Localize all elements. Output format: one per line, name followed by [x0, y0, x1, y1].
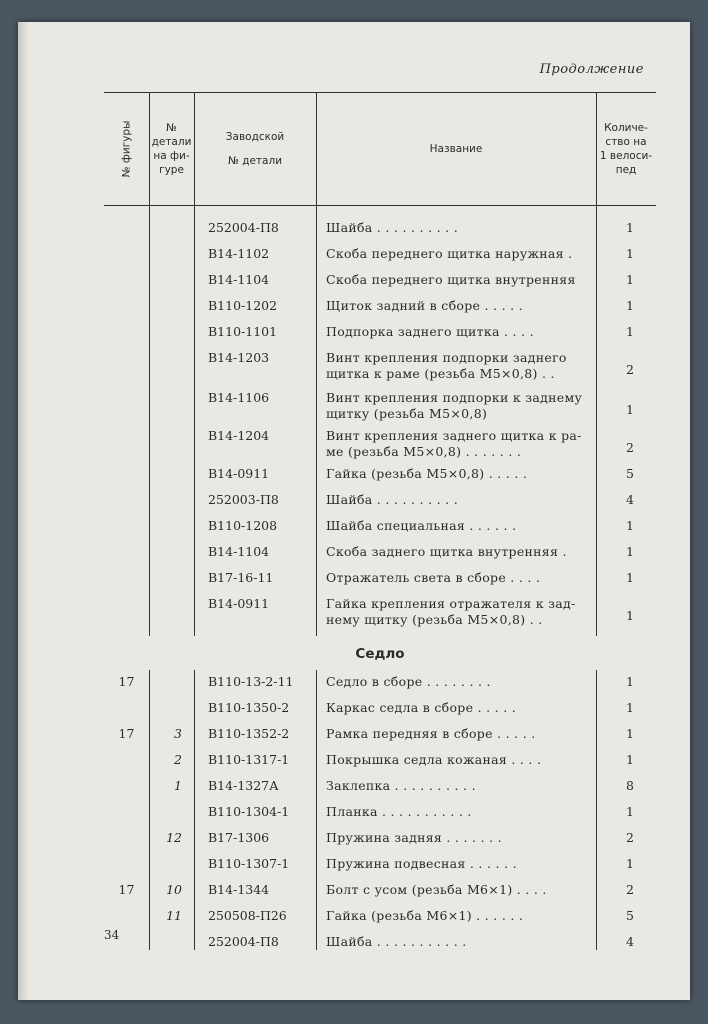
- factory-number: В110-1101: [208, 324, 278, 339]
- factory-number: В14-1104: [208, 272, 270, 287]
- factory-number: В14-1204: [208, 428, 270, 443]
- part-name-line: Каркас седла в сборе . . . . .: [326, 700, 517, 715]
- quantity: 2: [626, 882, 634, 897]
- part-name: [326, 908, 588, 924]
- factory-number: В14-1102: [208, 246, 270, 261]
- part-name-line: ме (резьба М5×0,8) . . . . . . .: [326, 444, 522, 459]
- factory-number: В14-1104: [208, 544, 270, 559]
- part-name-line: Гайка (резьба М6×1) . . . . . .: [326, 908, 524, 923]
- quantity: 1: [626, 608, 634, 623]
- figure-number: 17: [118, 674, 135, 689]
- table-header: [104, 92, 656, 206]
- part-name-line: Винт крепления подпорки к заднему: [326, 390, 583, 405]
- quantity: 1: [626, 726, 634, 741]
- part-name: [326, 246, 588, 262]
- part-name: [326, 544, 588, 560]
- part-name-line: Гайка (резьба М5×0,8) . . . . .: [326, 466, 528, 481]
- part-name-line: Отражатель света в сборе . . . .: [326, 570, 541, 585]
- part-name: [326, 272, 588, 288]
- part-name-line: щитку (резьба М5×0,8): [326, 406, 488, 421]
- part-name: [326, 492, 588, 508]
- part-name-line: Подпорка заднего щитка . . . .: [326, 324, 534, 339]
- figure-number: 17: [118, 882, 135, 897]
- header-figure: № фигуры: [120, 120, 133, 178]
- quantity: 1: [626, 324, 634, 339]
- factory-number: В110-1317-1: [208, 752, 290, 767]
- header-name: Название: [429, 143, 483, 155]
- quantity: 1: [626, 570, 634, 585]
- page: [18, 22, 690, 1000]
- part-name-line: Рамка передняя в сборе . . . . .: [326, 726, 536, 741]
- part-name-line: Болт с усом (резьба М6×1) . . . .: [326, 882, 547, 897]
- detail-number: 1: [174, 778, 182, 793]
- factory-number: 252004-П8: [208, 934, 279, 949]
- header-quantity: Количе- ство на 1 велоси- пед: [599, 122, 653, 176]
- quantity: 8: [626, 778, 634, 793]
- factory-number: В110-1202: [208, 298, 278, 313]
- part-name: [326, 700, 588, 716]
- part-name: [326, 466, 588, 482]
- part-name: [326, 298, 588, 314]
- factory-number: 252004-П8: [208, 220, 279, 235]
- part-name-line: Шайба . . . . . . . . . . .: [326, 934, 467, 949]
- header-detail: № детали на фи- гуре: [151, 122, 192, 176]
- quantity: 1: [626, 220, 634, 235]
- quantity: 2: [626, 440, 634, 455]
- part-name: [326, 856, 588, 872]
- quantity: 2: [626, 362, 634, 377]
- quantity: 1: [626, 856, 634, 871]
- part-name-line: Скоба заднего щитка внутренняя .: [326, 544, 567, 559]
- factory-number: В14-1203: [208, 350, 270, 365]
- part-name-line: Шайба специальная . . . . . .: [326, 518, 517, 533]
- part-name: [326, 934, 588, 950]
- detail-number: 10: [166, 882, 182, 897]
- factory-number: В110-13-2-11: [208, 674, 294, 689]
- factory-number: 252003-П8: [208, 492, 279, 507]
- quantity: 5: [626, 908, 634, 923]
- quantity: 1: [626, 518, 634, 533]
- part-name-line: Седло в сборе . . . . . . . .: [326, 674, 491, 689]
- part-name: [326, 350, 588, 382]
- part-name-line: Покрышка седла кожаная . . . .: [326, 752, 542, 767]
- page-number: 34: [104, 928, 120, 942]
- quantity: 1: [626, 544, 634, 559]
- quantity: 1: [626, 752, 634, 767]
- quantity: 4: [626, 492, 634, 507]
- factory-number: В17-1306: [208, 830, 270, 845]
- part-name: [326, 726, 588, 742]
- part-name: [326, 882, 588, 898]
- part-name: [326, 220, 588, 236]
- factory-number: В14-1344: [208, 882, 270, 897]
- part-name: [326, 324, 588, 340]
- factory-number: В17-16-11: [208, 570, 274, 585]
- factory-number: В110-1307-1: [208, 856, 290, 871]
- header-factory-number: Заводской № детали: [225, 131, 285, 167]
- continuation-label: Продолжение: [539, 62, 644, 77]
- factory-number: В14-0911: [208, 466, 270, 481]
- part-name: [326, 518, 588, 534]
- part-name: [326, 390, 588, 422]
- detail-number: 2: [174, 752, 182, 767]
- part-name-line: Скоба переднего щитка наружная .: [326, 246, 573, 261]
- part-name-line: Щиток задний в сборе . . . . .: [326, 298, 523, 313]
- part-name: [326, 570, 588, 586]
- part-name-line: Пружина подвесная . . . . . .: [326, 856, 517, 871]
- detail-number: 11: [166, 908, 182, 923]
- part-name-line: Шайба . . . . . . . . . .: [326, 492, 458, 507]
- factory-number: В110-1352-2: [208, 726, 290, 741]
- factory-number: В110-1208: [208, 518, 278, 533]
- part-name: [326, 778, 588, 794]
- factory-number: В14-1327А: [208, 778, 279, 793]
- table-body: [104, 206, 656, 956]
- part-name-line: Винт крепления заднего щитка к ра-: [326, 428, 582, 443]
- quantity: 1: [626, 402, 634, 417]
- quantity: 1: [626, 674, 634, 689]
- part-name-line: щитка к раме (резьба М5×0,8) . .: [326, 366, 555, 381]
- part-name-line: Винт крепления подпорки заднего: [326, 350, 567, 365]
- part-name: [326, 428, 588, 460]
- detail-number: 12: [166, 830, 182, 845]
- quantity: 1: [626, 246, 634, 261]
- quantity: 1: [626, 298, 634, 313]
- part-name: [326, 830, 588, 846]
- part-name-line: Скоба переднего щитка внутренняя: [326, 272, 576, 287]
- part-name-line: Шайба . . . . . . . . . .: [326, 220, 458, 235]
- quantity: 1: [626, 804, 634, 819]
- quantity: 2: [626, 830, 634, 845]
- part-name: [326, 752, 588, 768]
- part-name-line: нему щитку (резьба М5×0,8) . .: [326, 612, 543, 627]
- parts-table: [104, 92, 656, 956]
- part-name: [326, 674, 588, 690]
- section-title-saddle: Седло: [355, 646, 405, 662]
- part-name-line: Планка . . . . . . . . . . .: [326, 804, 472, 819]
- quantity: 4: [626, 934, 634, 949]
- page-binding-shadow: [18, 22, 28, 1000]
- factory-number: В14-0911: [208, 596, 270, 611]
- part-name: [326, 804, 588, 820]
- quantity: 1: [626, 700, 634, 715]
- factory-number: В14-1106: [208, 390, 270, 405]
- factory-number: 250508-П26: [208, 908, 287, 923]
- part-name-line: Гайка крепления отражателя к зад-: [326, 596, 576, 611]
- part-name-line: Пружина задняя . . . . . . .: [326, 830, 502, 845]
- quantity: 1: [626, 272, 634, 287]
- part-name-line: Заклепка . . . . . . . . . .: [326, 778, 476, 793]
- factory-number: В110-1304-1: [208, 804, 290, 819]
- part-name: [326, 596, 588, 628]
- figure-number: 17: [118, 726, 135, 741]
- factory-number: В110-1350-2: [208, 700, 290, 715]
- quantity: 5: [626, 466, 634, 481]
- detail-number: 3: [174, 726, 182, 741]
